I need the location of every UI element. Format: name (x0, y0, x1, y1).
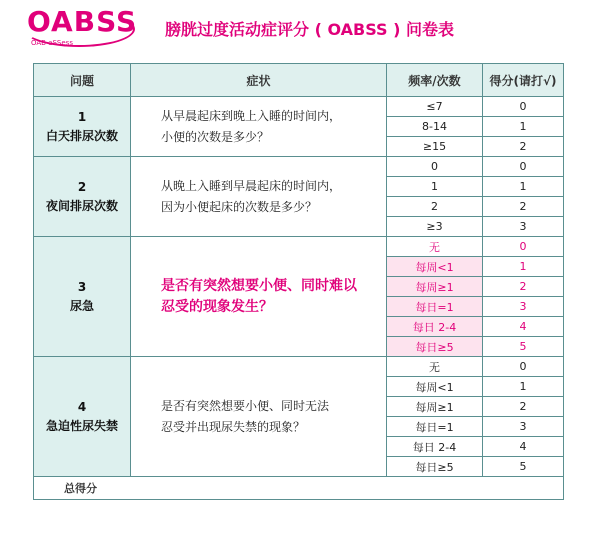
score-option[interactable]: 2 (483, 137, 564, 157)
logo-subtext: OAB aSSess (31, 39, 73, 47)
table-row (34, 157, 564, 177)
frequency-option: 每周<1 (387, 257, 483, 277)
frequency-option: 每日 2-4 (387, 437, 483, 457)
frequency-option: ≥15 (387, 137, 483, 157)
question-cell (34, 97, 131, 157)
question-cell (34, 357, 131, 477)
score-option[interactable]: 1 (483, 377, 564, 397)
score-option[interactable]: 2 (483, 197, 564, 217)
score-option[interactable]: 3 (483, 297, 564, 317)
question-number: 3 (77, 279, 87, 294)
header-frequency: 频率/次数 (387, 64, 483, 97)
logo-text: OABSS (27, 5, 138, 38)
total-score-label: 总得分 (34, 477, 564, 500)
symptom-cell (131, 237, 387, 357)
question-name: 白天排尿次数 (45, 128, 118, 143)
frequency-option: ≤7 (387, 97, 483, 117)
question-number: 1 (77, 109, 87, 124)
table-row (34, 237, 564, 257)
oabss-logo (27, 5, 138, 47)
frequency-option: 每周≥1 (387, 277, 483, 297)
frequency-option: 每日 2-4 (387, 317, 483, 337)
frequency-option: 无 (387, 357, 483, 377)
table-header-row (34, 64, 564, 97)
frequency-option: 0 (387, 157, 483, 177)
symptom-line: 小便的次数是多少？ (161, 129, 270, 144)
header-symptom: 症状 (131, 64, 387, 97)
symptom-line: 从晚上入睡到早晨起床的时间内， (161, 178, 342, 193)
oabss-table (33, 63, 564, 500)
score-option[interactable]: 2 (483, 277, 564, 297)
score-option[interactable]: 1 (483, 257, 564, 277)
symptom-cell (131, 157, 387, 237)
table-row (34, 97, 564, 117)
symptom-line: 是否有突然想要小便、同时无法 (161, 398, 330, 413)
symptom-line: 忍受的现象发生？ (161, 298, 273, 315)
score-option[interactable]: 4 (483, 437, 564, 457)
header-question: 问题 (34, 64, 131, 97)
total-row (34, 477, 564, 500)
score-option[interactable]: 3 (483, 217, 564, 237)
score-option[interactable]: 0 (483, 97, 564, 117)
score-option[interactable]: 5 (483, 457, 564, 477)
symptom-line: 是否有突然想要小便、同时难以 (161, 277, 357, 294)
table-body (34, 97, 564, 500)
question-name: 尿急 (69, 298, 94, 313)
frequency-option: 每日=1 (387, 297, 483, 317)
score-option[interactable]: 3 (483, 417, 564, 437)
question-cell (34, 237, 131, 357)
question-name: 急迫性尿失禁 (45, 418, 118, 433)
frequency-option: 8-14 (387, 117, 483, 137)
frequency-option: 每日≥5 (387, 457, 483, 477)
question-cell (34, 157, 131, 237)
symptom-line: 因为小便起床的次数是多少？ (161, 199, 318, 214)
score-option[interactable]: 1 (483, 117, 564, 137)
question-number: 2 (77, 179, 87, 194)
symptom-cell (131, 97, 387, 157)
score-option[interactable]: 2 (483, 397, 564, 417)
score-option[interactable]: 0 (483, 237, 564, 257)
score-option[interactable]: 0 (483, 357, 564, 377)
table-row (34, 357, 564, 377)
question-name: 夜间排尿次数 (45, 198, 118, 213)
score-option[interactable]: 1 (483, 177, 564, 197)
frequency-option: 2 (387, 197, 483, 217)
frequency-option: 每日≥5 (387, 337, 483, 357)
symptom-line: 忍受并出现尿失禁的现象？ (161, 419, 306, 434)
page-title: 膀胱过度活动症评分 ( OABSS ) 问卷表 (165, 20, 454, 39)
score-option[interactable]: 0 (483, 157, 564, 177)
frequency-option: ≥3 (387, 217, 483, 237)
header-score: 得分(请打√) (483, 64, 564, 97)
symptom-cell (131, 357, 387, 477)
score-option[interactable]: 4 (483, 317, 564, 337)
frequency-option: 每周<1 (387, 377, 483, 397)
header (0, 0, 600, 55)
frequency-option: 1 (387, 177, 483, 197)
question-number: 4 (77, 399, 87, 414)
frequency-option: 每周≥1 (387, 397, 483, 417)
score-option[interactable]: 5 (483, 337, 564, 357)
frequency-option: 无 (387, 237, 483, 257)
frequency-option: 每日=1 (387, 417, 483, 437)
symptom-line: 从早晨起床到晚上入睡的时间内， (161, 108, 342, 123)
